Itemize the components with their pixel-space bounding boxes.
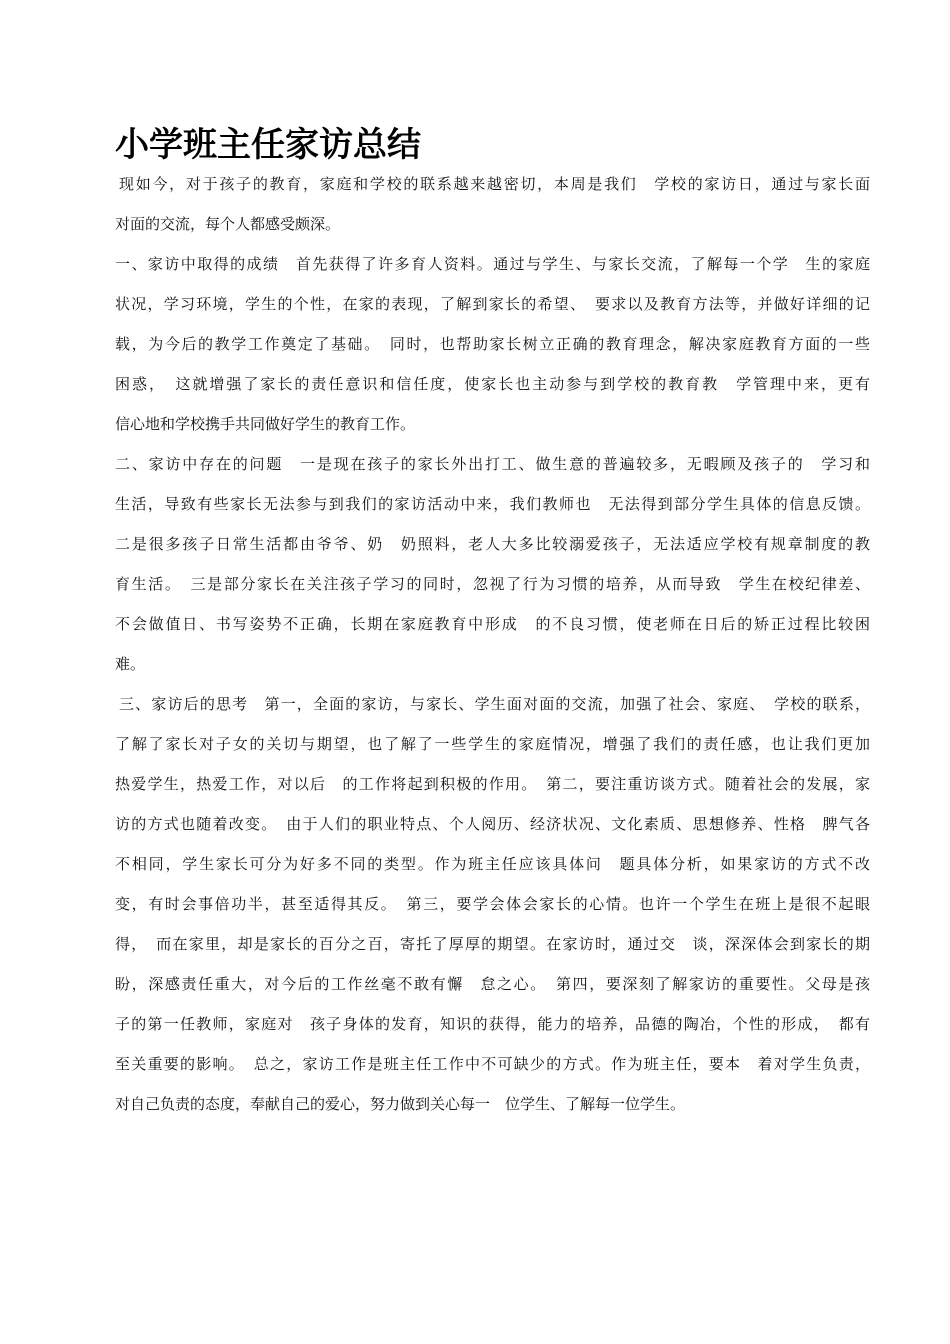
body-line: 困惑， 这就增强了家长的责任意识和信任度，使家长也主动参与到学校的教育教 学管理中来，更有 [115, 375, 870, 393]
body-line: 状况，学习环境，学生的个性，在家的表现，了解到家长的希望、 要求以及教育方法等，并做好详细的记 [115, 295, 870, 313]
body-line: 子的第一任教师，家庭对 孩子身体的发育，知识的获得，能力的培养，品德的陶冶，个性的形成， 都有 [115, 1015, 870, 1033]
body-line: 现如今，对于孩子的教育，家庭和学校的联系越来越密切，本周是我们 学校的家访日，通过与家长面 [119, 175, 870, 193]
body-line: 不相同，学生家长可分为好多不同的类型。作为班主任应该具体问 题具体分析，如果家访的方式不改 [115, 855, 870, 873]
body-line: 变，有时会事倍功半，甚至适得其反。 第三，要学会体会家长的心情。也许一个学生在班上是很不起眼 [115, 895, 870, 913]
body-line: 对自己负责的态度，奉献自己的爱心，努力做到关心每一 位学生、了解每一位学生。 [115, 1095, 686, 1113]
body-line: 热爱学生，热爱工作，对以后 的工作将起到积极的作用。 第二，要注重访谈方式。随着社会的发展，家 [115, 775, 870, 793]
body-line: 不会做值日、书写姿势不正确，长期在家庭教育中形成 的不良习惯，使老师在日后的矫正过程比较困 [115, 615, 870, 633]
body-line: 至关重要的影响。 总之，家访工作是班主任工作中不可缺少的方式。作为班主任，要本 着对学生负责， [115, 1055, 870, 1073]
body-line: 育生活。 三是部分家长在关注孩子学习的同时，忽视了行为习惯的培养，从而导致 学生在校纪律差、 [115, 575, 870, 593]
body-line: 二、家访中存在的问题 一是现在孩子的家长外出打工、做生意的普遍较多，无暇顾及孩子的 学习和 [115, 455, 870, 473]
document-title: 小学班主任家访总结 [115, 125, 421, 165]
body-line: 信心地和学校携手共同做好学生的教育工作。 [115, 415, 416, 433]
body-line: 访的方式也随着改变。 由于人们的职业特点、个人阅历、经济状况、文化素质、思想修养、性格 脾气各 [115, 815, 870, 833]
body-line: 一、家访中取得的成绩 首先获得了许多育人资料。通过与学生、与家长交流，了解每一个学 生的家庭 [115, 255, 870, 273]
body-line: 盼，深感责任重大，对今后的工作丝毫不敢有懈 怠之心。 第四，要深刻了解家访的重要性。父母是孩 [115, 975, 870, 993]
body-line: 了解了家长对子女的关切与期望，也了解了一些学生的家庭情况，增强了我们的责任感，也让我们更加 [115, 735, 870, 753]
body-line: 生活，导致有些家长无法参与到我们的家访活动中来，我们教师也 无法得到部分学生具体的信息反馈。 [115, 495, 870, 513]
body-line: 难。 [115, 655, 146, 673]
body-line: 三、家访后的思考 第一，全面的家访，与家长、学生面对面的交流，加强了社会、家庭、 学校的联系， [119, 695, 870, 713]
body-line: 对面的交流，每个人都感受颇深。 [115, 215, 341, 233]
body-line: 得， 而在家里，却是家长的百分之百，寄托了厚厚的期望。在家访时，通过交 谈，深深体会到家长的期 [115, 935, 870, 953]
document-body [115, 170, 870, 1130]
body-line: 载，为今后的教学工作奠定了基础。 同时，也帮助家长树立正确的教育理念，解决家庭教育方面的一些 [115, 335, 870, 353]
body-line: 二是很多孩子日常生活都由爷爷、奶 奶照料，老人大多比较溺爱孩子，无法适应学校有规章制度的教 [115, 535, 870, 553]
